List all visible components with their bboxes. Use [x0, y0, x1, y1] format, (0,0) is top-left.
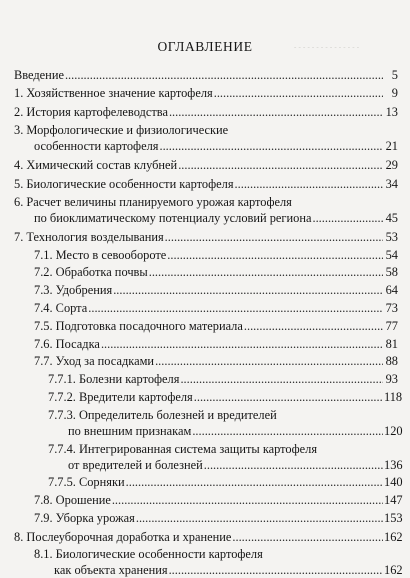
toc-entry: [14, 492, 403, 508]
toc-page-number: 140: [384, 475, 403, 490]
toc-entry: [14, 353, 398, 369]
toc-entry: [14, 407, 403, 439]
toc-page-number: 21: [385, 139, 398, 154]
toc-page-number: 147: [384, 493, 403, 508]
toc-entry: [14, 176, 398, 192]
toc-page-number: 81: [385, 336, 398, 351]
toc-entry-title: от вредителей и болезней: [68, 457, 203, 472]
dot-leader: [204, 457, 383, 473]
toc-entry-title: 1. Хозяйственное значение картофеля: [14, 86, 213, 101]
toc-page-number: 54: [385, 247, 398, 262]
toc-entry: [14, 247, 398, 263]
toc-entry: [14, 264, 398, 280]
toc-entry: [14, 67, 398, 83]
toc-page-number: 5: [391, 67, 398, 82]
dot-leader: [165, 229, 383, 245]
toc-page-number: 29: [385, 157, 398, 172]
toc-page-number: 45: [385, 211, 398, 226]
toc-entry: [14, 371, 398, 387]
dot-leader: [214, 85, 383, 101]
table-of-contents: [14, 64, 403, 578]
toc-entry-title: 8. Послеуборочная доработка и хранение: [14, 529, 232, 544]
toc-entry-title: 7.7.1. Болезни картофеля: [48, 372, 180, 387]
toc-entry: [14, 474, 403, 490]
toc-entry-title: 7.8. Орошение: [34, 493, 111, 508]
toc-entry-title: 7.7. Уход за посадками: [34, 354, 155, 369]
toc-entry-title: 7.1. Место в севообороте: [34, 247, 167, 262]
toc-entry-title: Введение: [14, 67, 64, 82]
toc-page-number: 34: [385, 176, 398, 191]
toc-entry-title: 7.6. Посадка: [34, 336, 100, 351]
toc-entry: [14, 85, 398, 101]
toc-page-number: 153: [384, 510, 403, 525]
toc-page-number: 93: [385, 372, 398, 387]
dot-leader: [126, 474, 383, 490]
toc-entry-title: особенности картофеля: [34, 139, 159, 154]
toc-page-number: 64: [385, 283, 398, 298]
toc-entry: [14, 529, 403, 545]
toc-page-number: 120: [384, 423, 403, 438]
toc-entry-title-line: 7.7.3. Определитель болезней и вредителей: [48, 407, 277, 422]
dot-leader: [113, 282, 383, 298]
dot-leader: [65, 67, 383, 83]
toc-page-number: 136: [384, 457, 403, 472]
toc-entry-title: 7. Технология возделывания: [14, 229, 164, 244]
dot-leader: [232, 529, 383, 545]
toc-entry: [14, 318, 398, 334]
toc-page-number: 162: [384, 529, 403, 544]
toc-entry-title: 7.9. Уборка урожая: [34, 510, 135, 525]
toc-page-number: 88: [385, 354, 398, 369]
dot-leader: [101, 336, 383, 352]
toc-entry: [14, 282, 398, 298]
toc-page-number: 13: [385, 104, 398, 119]
dot-leader: [180, 371, 383, 387]
toc-entry: [14, 441, 403, 473]
toc-page-number: 73: [385, 300, 398, 315]
toc-page-number: 53: [385, 229, 398, 244]
toc-page-number: 162: [384, 563, 403, 578]
toc-entry-title: 4. Химический состав клубней: [14, 157, 178, 172]
dot-leader: [88, 300, 383, 316]
dot-leader: [155, 353, 383, 369]
toc-entry-title: по биоклиматическому потенциалу условий региона: [34, 211, 312, 226]
dot-leader: [169, 562, 383, 578]
dot-leader: [178, 157, 383, 173]
toc-page-number: 118: [384, 389, 403, 404]
dot-leader: [112, 492, 383, 508]
toc-entry-title-line: 6. Расчет величины планируемого урожая картофеля: [14, 195, 292, 210]
dot-leader: [194, 389, 383, 405]
toc-entry-title-line: 3. Морфологические и физиологические: [14, 123, 229, 138]
toc-entry: [14, 157, 398, 173]
toc-entry-title: 7.2. Обработка почвы: [34, 265, 148, 280]
toc-entry: [14, 336, 398, 352]
toc-entry-title-line: 7.7.4. Интегрированная система защиты картофеля: [48, 441, 318, 456]
toc-page-number: 77: [385, 318, 398, 333]
toc-page-number: 9: [391, 86, 398, 101]
toc-entry-title: 5. Биологические особенности картофеля: [14, 176, 234, 191]
dot-leader: [136, 510, 383, 526]
toc-entry: [14, 300, 398, 316]
toc-entry: [14, 229, 398, 245]
toc-entry-title: 7.7.5. Сорняки: [48, 475, 125, 490]
toc-page-number: 58: [385, 265, 398, 280]
toc-entry-title: по внешним признакам: [68, 423, 192, 438]
toc-entry-title: 7.5. Подготовка посадочного материала: [34, 318, 243, 333]
dot-leader: [167, 247, 383, 263]
dot-leader: [169, 104, 383, 120]
dot-leader: [192, 423, 383, 439]
dot-leader: [312, 210, 383, 226]
toc-entry-title: 7.7.2. Вредители картофеля: [48, 389, 193, 404]
page-title: ОГЛАВЛЕНИЕ: [157, 39, 253, 54]
toc-entry-title: 2. История картофелеводства: [14, 104, 168, 119]
toc-entry: [14, 510, 403, 526]
dot-leader: [235, 176, 383, 192]
toc-entry-title-line: 8.1. Биологические особенности картофеля: [34, 547, 263, 562]
dot-leader: [159, 138, 383, 154]
toc-entry-title: как объекта хранения: [54, 563, 168, 578]
toc-entry: [14, 122, 398, 154]
toc-entry: [14, 389, 403, 405]
dot-leader: [244, 318, 383, 334]
toc-entry: [14, 104, 398, 120]
toc-entry-title: 7.4. Сорта: [34, 300, 88, 315]
toc-entry: [14, 546, 403, 578]
toc-entry: [14, 194, 398, 226]
bleed-through-text: - - - - - - - - - - - - - - -: [294, 43, 360, 51]
dot-leader: [149, 264, 383, 280]
toc-entry-title: 7.3. Удобрения: [34, 283, 113, 298]
